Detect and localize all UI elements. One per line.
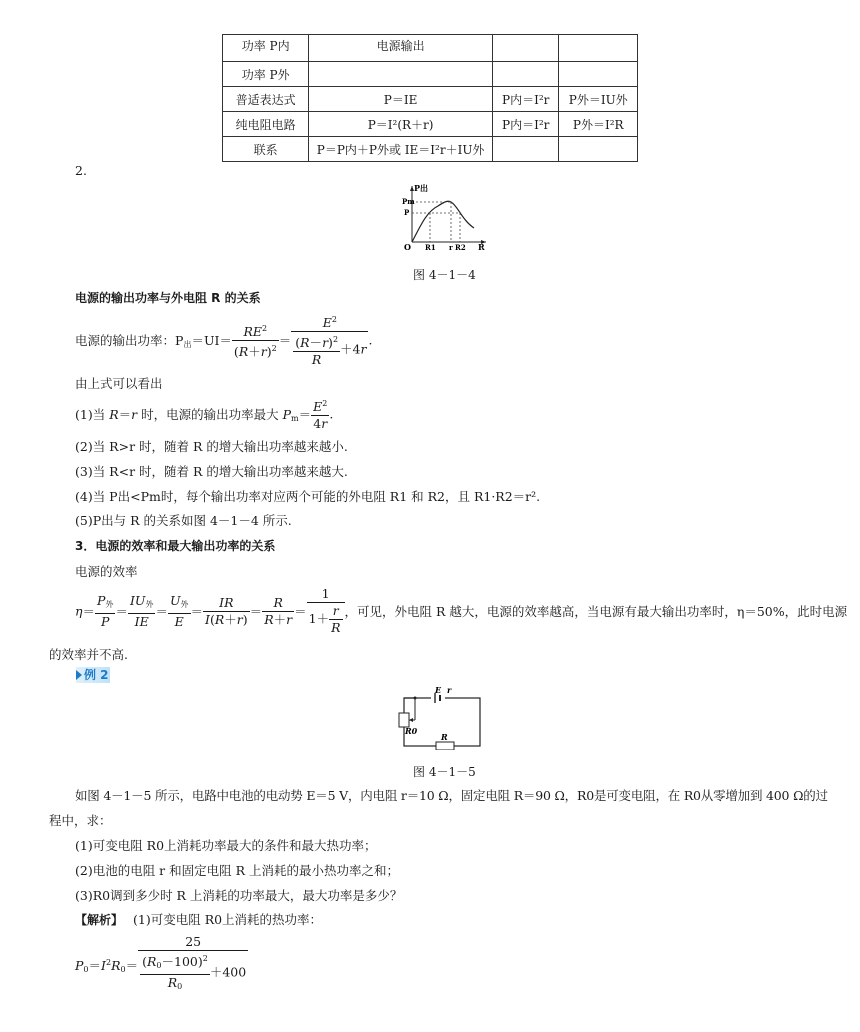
- graph-tick-pm: Pm: [402, 197, 415, 206]
- graph-xlabel: R: [478, 242, 485, 252]
- problem-line-1: 如图 4－1－5 所示，电路中电池的电动势 E＝5 V，内电阻 r＝10 Ω，固定电阻 R＝90 Ω，R0是可变电阻，在 R0从零增加到 400 Ω的过: [75, 788, 828, 803]
- question-3: (3)R0调到多少时 R 上消耗的功率最大，最大功率是多少？: [75, 888, 403, 903]
- section-heading-output-power: 电源的输出功率与外电阻 R 的关系: [75, 291, 261, 305]
- figure-caption-4-1-4: 图 4－1－4: [413, 268, 476, 282]
- item-1: (1)当 R＝r 时，电源的输出功率最大 $P_m=$ $\frac{E^2}{4r}$ .: [75, 396, 333, 432]
- question-2: (2)电池的电阻 r 和固定电阻 R 上消耗的最小热功率之和；: [75, 863, 399, 878]
- section-number-2: 2.: [75, 163, 87, 178]
- item-5: (5)P出与 R 的关系如图 4－1－4 所示.: [75, 513, 292, 528]
- figure-caption-4-1-5: 图 4－1－5: [413, 765, 476, 779]
- table-cell: P外＝I²R: [559, 112, 638, 137]
- from-above-text: 由上式可以看出: [75, 376, 163, 391]
- table-cell: 纯电阻电路: [223, 112, 309, 137]
- table-cell: [559, 62, 638, 87]
- p0-formula: $P_0=I^2R_0=$ 25 $\frac{(R_0-100)^2}{R_0}$ ＋400: [75, 934, 247, 991]
- table-cell: [492, 62, 559, 87]
- table-cell: 功率 P外: [223, 62, 309, 87]
- triangle-icon: [76, 670, 82, 680]
- analysis-line: [75, 910, 322, 928]
- table-cell: [309, 62, 493, 87]
- graph-tick-p: P: [404, 208, 410, 217]
- table-row: [223, 35, 638, 62]
- circuit-diagram: [393, 686, 489, 750]
- output-power-formula: 电源的输出功率：$P_出=UI=$ $\frac{RE^2}{(R+r)^2}$ ＝ $E^2$ $\frac{(R-r)^2}{R}$ ＋4r .: [75, 312, 372, 368]
- item-2: (2)当 R>r 时，随着 R 的增大输出功率越来越小.: [75, 439, 348, 454]
- circuit-label-r0: R0: [405, 726, 418, 736]
- table-cell: [492, 137, 559, 162]
- formula-prefix: 电源的输出功率：: [75, 333, 176, 348]
- table-row: [223, 87, 638, 112]
- table-cell: [559, 137, 638, 162]
- table-cell: 普适表达式: [223, 87, 309, 112]
- graph-tick-r2: R2: [455, 243, 466, 252]
- circuit-label-e: E: [435, 686, 442, 695]
- table-cell: P＝IE: [309, 87, 493, 112]
- graph-tick-r: r: [449, 243, 453, 252]
- problem-line-2: 程中，求：: [49, 813, 112, 828]
- section-heading-efficiency: 3．电源的效率和最大输出功率的关系: [75, 539, 276, 553]
- power-table: [222, 34, 638, 162]
- table-cell: 联系: [223, 137, 309, 162]
- table-row: [223, 112, 638, 137]
- item-3: (3)当 R<r 时，随着 R 的增大输出功率越来越大.: [75, 464, 348, 479]
- table-cell: P内＝I²r: [492, 87, 559, 112]
- power-resistance-graph: [398, 182, 490, 252]
- efficiency-subtitle: 电源的效率: [75, 564, 138, 579]
- efficiency-continuation: 的效率并不高.: [49, 647, 128, 662]
- table-cell: 功率 P内: [223, 35, 309, 62]
- question-1: (1)可变电阻 R0上消耗功率最大的条件和最大热功率；: [75, 838, 377, 853]
- table-row: [223, 137, 638, 162]
- table-cell: P＝I²(R＋r): [309, 112, 493, 137]
- example-tag: 例 2: [76, 667, 110, 683]
- analysis-label: 【解析】: [75, 913, 124, 927]
- item-4: (4)当 P出<Pm时，每个输出功率对应两个可能的外电阻 R1 和 R2，且 R1·R2＝r².: [75, 489, 541, 504]
- table-cell: 电源输出: [309, 35, 493, 62]
- efficiency-text: ，可见，外电阻 R 越大，电源的效率越高，当电源有最大输出功率时，η＝50%，此时电源: [344, 604, 848, 619]
- table-cell: [492, 35, 559, 62]
- circuit-label-r: r: [447, 686, 452, 695]
- graph-origin: O: [404, 242, 411, 252]
- circuit-label-r-fixed: R: [441, 732, 448, 742]
- analysis-text: (1)可变电阻 R0上消耗的热功率：: [133, 912, 323, 927]
- table-row: [223, 62, 638, 87]
- table-cell: P外＝IU外: [559, 87, 638, 112]
- table-cell: P内＝I²r: [492, 112, 559, 137]
- graph-ylabel: P出: [414, 183, 429, 193]
- efficiency-formula: η＝ $\frac{P_外}{P}$ ＝ $\frac{IU_外}{IE}$ ＝ $\frac{U_外}{E}$ ＝ $\frac{IR}{I(R+r)}$ ＝ $\frac{R}{R+r}$ ＝ 1 1＋ $\frac{r}{R}$ ，可见，外电阻 R 越大，电源的效率越高，当电源有最大输出功率时，η＝50%，此时电源: [75, 586, 848, 635]
- table-cell: P＝P内＋P外或 IE＝I²r＋IU外: [309, 137, 493, 162]
- table-cell: [559, 35, 638, 62]
- graph-tick-r1: R1: [425, 243, 436, 252]
